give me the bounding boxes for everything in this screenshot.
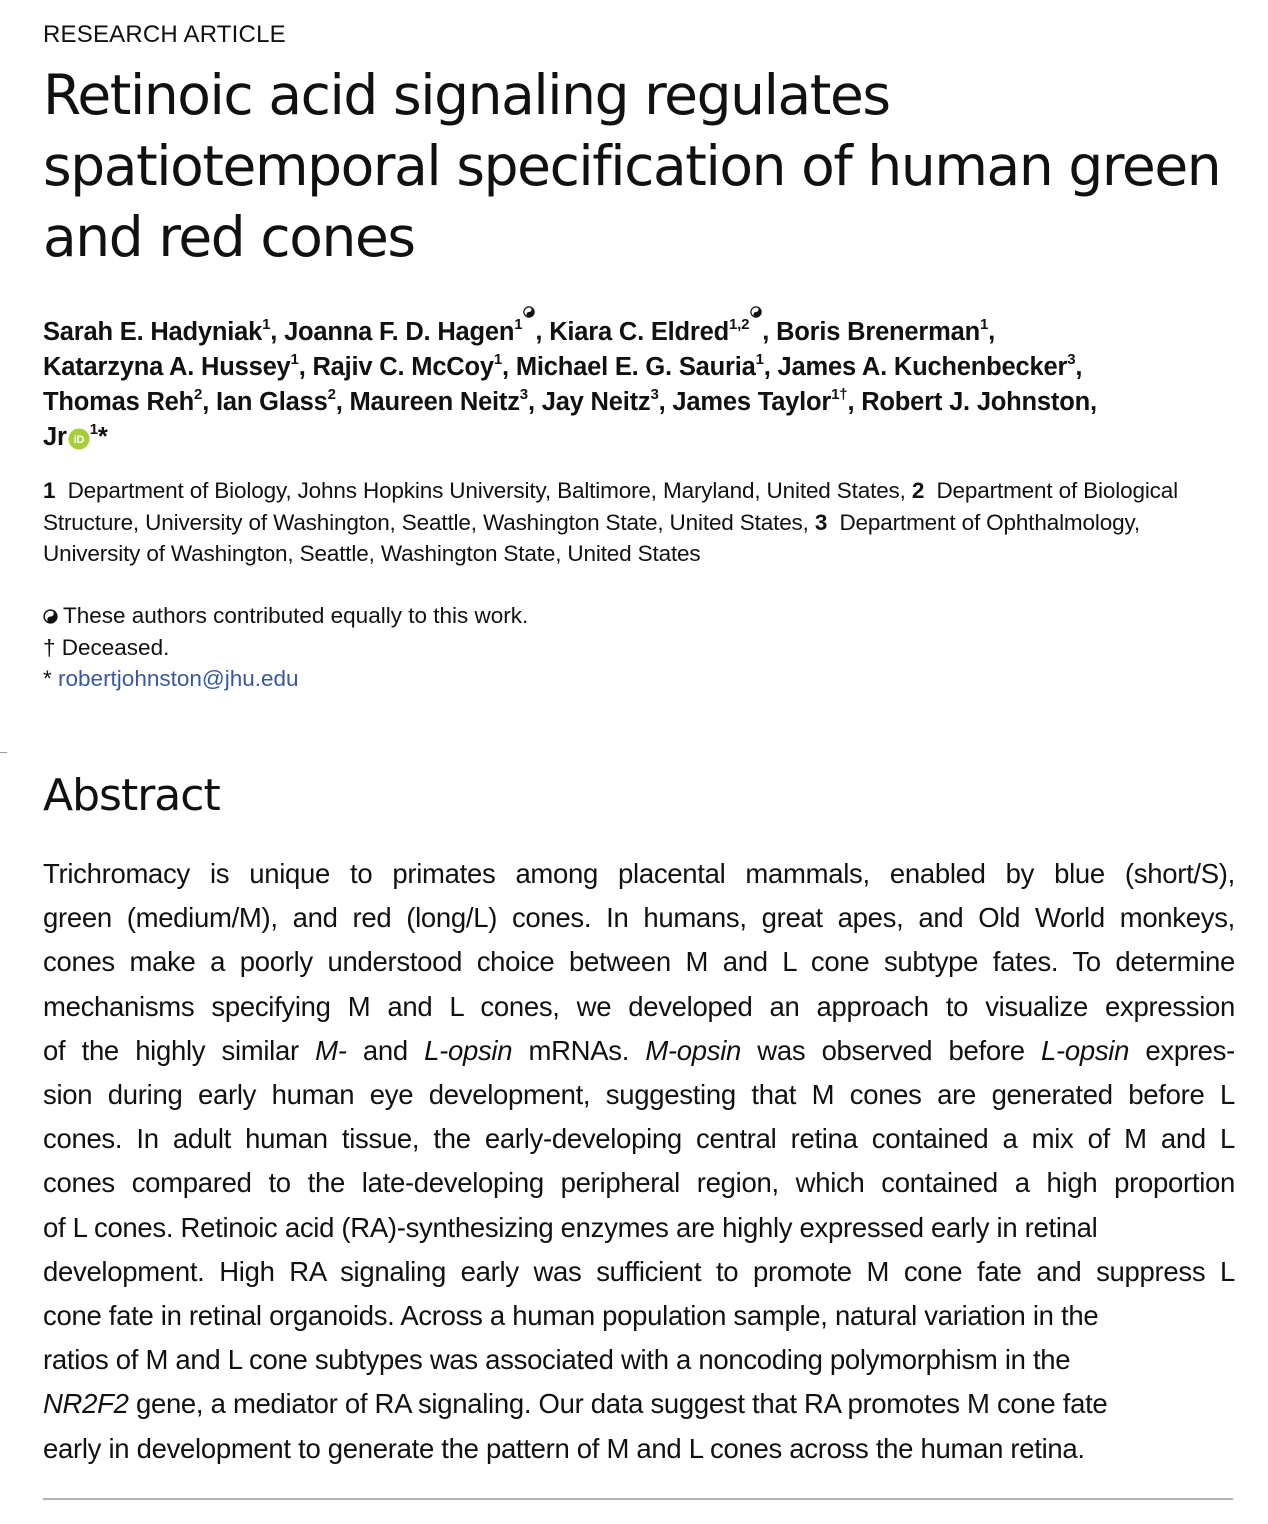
author-affiliation-number: 1 — [755, 350, 764, 368]
abstract-line: Trichromacy is unique to primates among placental mammals, enabled by blue (short/S), — [43, 858, 1235, 889]
author-name: Sarah E. Hadyniak — [43, 317, 263, 346]
author-name: Maureen Neitz — [349, 387, 520, 416]
orcid-icon[interactable] — [68, 428, 90, 450]
abstract-line: sion during early human eye development, suggesting that M cones are generated before L — [43, 1079, 1235, 1111]
author-separator: , — [658, 387, 673, 416]
abstract-line — [43, 1382, 1235, 1426]
author-affiliation-number: 1† — [831, 385, 848, 403]
abstract-italic-term: NR2F2 — [43, 1388, 129, 1420]
author-entry[interactable] — [549, 315, 762, 346]
author-affiliation-number: 2 — [327, 385, 336, 403]
author-affiliation-number: 3 — [1067, 350, 1076, 368]
author-entry[interactable] — [672, 385, 848, 416]
abstract-italic-term: L-opsin — [1041, 1034, 1130, 1066]
author-name: James Taylor — [672, 387, 832, 416]
affiliation-number: 3 — [814, 509, 828, 535]
author-entry-continued[interactable] — [43, 420, 108, 451]
abstract-line: mechanisms specifying M and L cones, we developed an approach to visualize expression — [43, 990, 1235, 1022]
author-entry[interactable] — [43, 315, 271, 346]
author-name: Joanna F. D. Hagen — [284, 317, 515, 346]
section-divider — [43, 1498, 1233, 1500]
author-name: Jay Neitz — [541, 387, 651, 416]
author-name: Katarzyna A. Hussey — [43, 352, 291, 381]
abstract-fragment: of the highly similar — [43, 1034, 299, 1066]
author-separator: , — [202, 387, 216, 416]
abstract-italic-term: M- — [315, 1034, 347, 1066]
abstract-line: development. High RA signaling early was sufficient to promote M cone fate and suppress L — [43, 1255, 1235, 1287]
corresponding-mark: * — [43, 666, 52, 691]
author-affiliation-number: 1 — [290, 350, 299, 368]
author-separator: , — [335, 387, 350, 416]
equal-contribution-icon — [750, 306, 762, 318]
author-entry[interactable] — [861, 388, 1097, 416]
author-separator: , — [298, 352, 313, 381]
abstract-italic-term: M-opsin — [645, 1034, 742, 1066]
author-name: Thomas Reh — [43, 387, 195, 416]
deceased-note: † Deceased. — [43, 634, 170, 660]
author-affiliation-number: 1 — [89, 420, 98, 438]
author-name: Robert J. Johnston, — [861, 387, 1097, 416]
abstract-heading: Abstract — [43, 770, 220, 821]
author-affiliation-number: 2 — [194, 385, 203, 403]
affiliation-text: Department of Biology, Johns Hopkins University, Baltimore, Maryland, United States, — [67, 478, 906, 503]
author-separator: , — [1075, 352, 1083, 381]
abstract-line: of L cones. Retinoic acid (RA)-synthesizing enzymes are highly expressed early in retinal — [43, 1211, 1098, 1243]
author-affiliation-number: 3 — [650, 385, 659, 403]
abstract-text — [43, 852, 1235, 1471]
author-entry[interactable] — [312, 350, 503, 381]
svg-text:iD: iD — [73, 433, 85, 446]
abstract-fragment: mRNAs. — [528, 1034, 630, 1066]
title-line: Retinoic acid signaling regulates — [43, 63, 890, 127]
affiliation-number: 2 — [911, 478, 925, 503]
author-entry[interactable] — [777, 350, 1076, 381]
author-separator: , — [502, 352, 516, 381]
affiliation-text: Department of Biological Structure, University of Washington, Seattle, Washington State, United States, — [43, 478, 1178, 535]
author-separator: , — [988, 317, 996, 346]
author-affiliation-number: 1 — [514, 315, 523, 333]
author-entry[interactable] — [349, 385, 528, 416]
abstract-line: cones. In adult human tissue, the early-developing central retina contained a mix of M and L — [43, 1123, 1235, 1155]
author-separator: , — [527, 387, 542, 416]
author-entry[interactable] — [215, 385, 336, 416]
article-type-label: RESEARCH ARTICLE — [43, 21, 286, 48]
equal-contribution-text: These authors contributed equally to this work. — [63, 603, 529, 628]
author-separator: , — [762, 317, 777, 346]
author-name: Kiara C. Eldred — [549, 317, 730, 346]
author-separator: , — [763, 352, 778, 381]
author-affiliation-number: 3 — [519, 385, 528, 403]
author-name: James A. Kuchenbecker — [777, 352, 1068, 381]
author-entry[interactable] — [284, 315, 535, 346]
affiliation-number: 1 — [43, 478, 56, 503]
author-affiliation-number: 1 — [979, 315, 989, 333]
author-entry[interactable] — [541, 385, 659, 416]
abstract-line: cones make a poorly understood choice between M and L cone subtype fates. To determine — [43, 946, 1235, 978]
abstract-line: cone fate in retinal organoids. Across a human population sample, natural variation in the — [43, 1300, 1099, 1332]
abstract-line: green (medium/M), and red (long/L) cones. In humans, great apes, and Old World monkeys, — [43, 902, 1235, 934]
abstract-fragment: expres- — [1145, 1034, 1235, 1066]
author-entry[interactable] — [515, 350, 764, 381]
abstract-fragment: was observed before — [757, 1034, 1025, 1066]
author-separator: , — [270, 317, 285, 346]
author-name: Ian Glass — [215, 387, 328, 416]
affiliation-list — [43, 475, 1233, 570]
abstract-line: early in development to generate the pattern of M and L cones across the human retina. — [43, 1432, 1085, 1464]
author-entry[interactable] — [43, 350, 299, 381]
author-name: Michael E. G. Sauria — [515, 352, 756, 381]
abstract-italic-term: L-opsin — [424, 1034, 513, 1066]
corresponding-author-mark: * — [97, 422, 108, 451]
author-entry[interactable] — [776, 315, 989, 346]
affiliation-text: Department of Ophthalmology, University of Washington, Seattle, Washington State, United States — [43, 509, 1140, 566]
abstract-fragment: gene, a mediator of RA signaling. Our data suggest that RA promotes M cone fate — [135, 1388, 1108, 1420]
equal-contribution-icon — [43, 609, 58, 624]
title-line: spatiotemporal specification of human green — [43, 134, 1221, 198]
author-affiliation-number: 1 — [493, 350, 503, 368]
equal-contribution-icon — [523, 306, 535, 318]
author-list — [43, 306, 1233, 455]
abstract-fragment: and — [362, 1034, 408, 1066]
title-line: and red cones — [43, 205, 415, 269]
author-name: Jr — [43, 422, 67, 451]
author-affiliation-number: 1 — [262, 315, 271, 333]
author-name: Boris Brenerman — [776, 317, 980, 346]
corresponding-email-link[interactable]: robertjohnston@jhu.edu — [58, 666, 299, 691]
author-entry[interactable] — [43, 385, 203, 416]
author-separator: , — [535, 317, 550, 346]
abstract-line — [43, 1029, 1235, 1073]
corresponding-email-note — [43, 663, 528, 695]
abstract-line: ratios of M and L cone subtypes was associated with a noncoding polymorphism in the — [43, 1344, 1071, 1376]
margin-tick-mark — [0, 752, 7, 753]
article-title — [43, 60, 1233, 273]
author-affiliation-number: 1,2 — [729, 315, 750, 333]
author-notes — [43, 600, 528, 695]
author-separator: , — [847, 387, 862, 416]
abstract-line: cones compared to the late-developing peripheral region, which contained a high proportion — [43, 1167, 1235, 1199]
author-name: Rajiv C. McCoy — [312, 352, 494, 381]
equal-contribution-note — [43, 600, 528, 632]
